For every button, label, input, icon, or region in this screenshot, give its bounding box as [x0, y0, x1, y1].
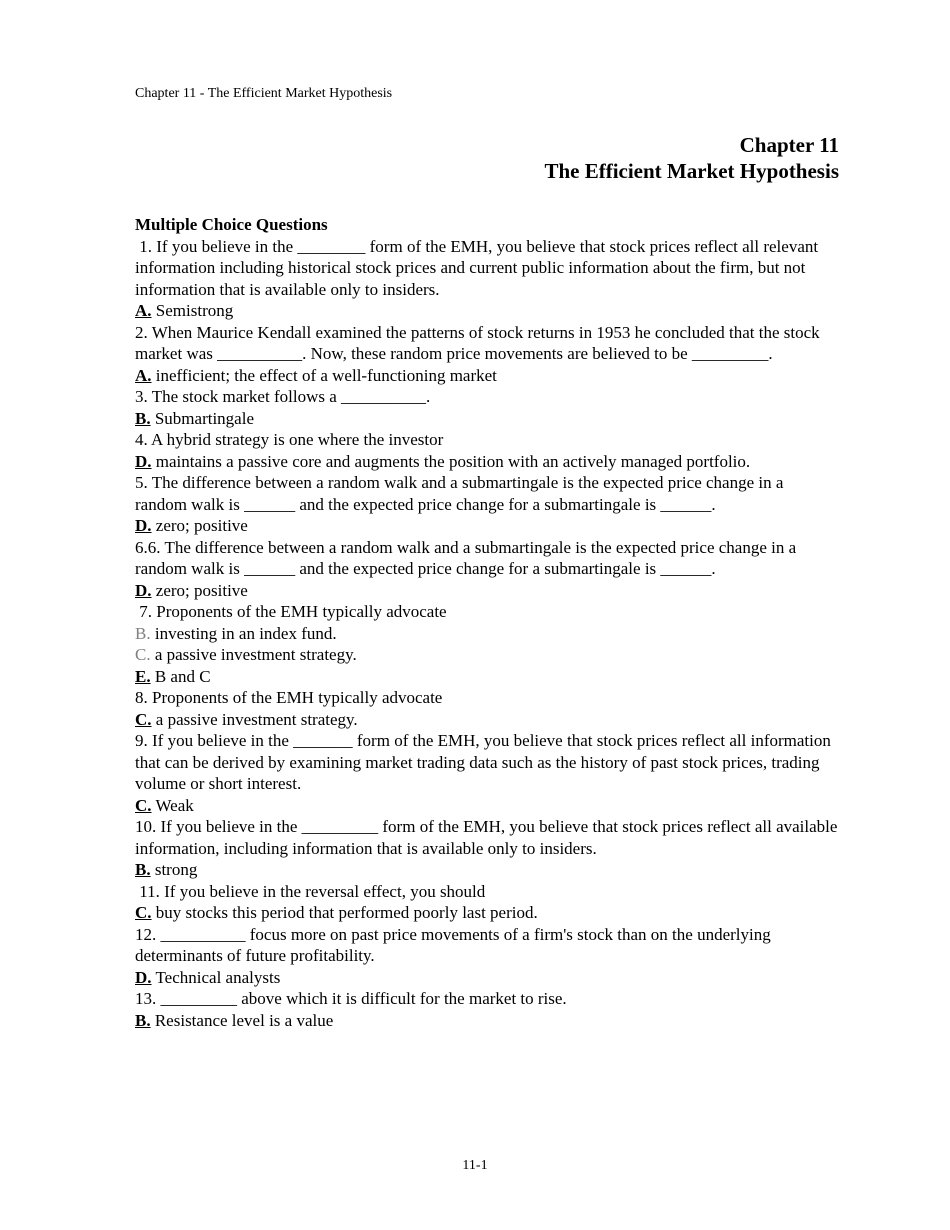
question-text: 10. If you believe in the _________ form of the EMH, you believe that stock prices reflect all available information, including information that is available only to insiders.: [135, 817, 842, 858]
answer-letter: B.: [135, 860, 151, 879]
correct-answer: [135, 709, 839, 731]
question-text: 5. The difference between a random walk and a submartingale is the expected price change in a random walk is ______ and the expected price change for a submartingale is ______.: [135, 473, 788, 514]
answer-letter: B.: [135, 408, 151, 428]
question-text: 1. If you believe in the ________ form of the EMH, you believe that stock prices reflect all relevant information including historical stock prices and current public information about the firm, but not information that is available only to insiders.: [135, 236, 823, 299]
question-text: 11. If you believe in the reversal effect, you should: [135, 881, 486, 901]
running-header: Chapter 11 - The Efficient Market Hypothesis: [135, 86, 393, 101]
answer-letter: C.: [135, 903, 152, 922]
question-text: 12. __________ focus more on past price movements of a firm's stock than on the underlying determinants of future profitability.: [135, 924, 775, 965]
answer-letter: A.: [135, 365, 152, 385]
answer-text: Technical analysts: [151, 967, 281, 987]
answer-text: a passive investment strategy.: [150, 645, 357, 664]
answer-text: strong: [150, 860, 198, 879]
correct-answer: [135, 515, 839, 537]
correct-answer: [135, 666, 839, 688]
question-list: [135, 236, 842, 1032]
answer-text: investing in an index fund.: [150, 623, 337, 643]
answer-letter: D.: [135, 967, 152, 987]
question-text: 4. A hybrid strategy is one where the investor: [135, 430, 444, 449]
correct-answer: [135, 967, 839, 989]
correct-answer: [135, 365, 839, 387]
correct-answer: [135, 1010, 839, 1032]
section-title: Multiple Choice Questions: [135, 215, 328, 234]
questions-section: [135, 214, 842, 1031]
question-text: 6.6. The difference between a random walk and a submartingale is the expected price change in a random walk is ______ and the expected price change for a submartingale is ______.: [135, 537, 801, 578]
answer-text: Submartingale: [150, 408, 254, 428]
question-text: 8. Proponents of the EMH typically advocate: [135, 688, 443, 707]
answer-text: Resistance level is a value: [150, 1010, 334, 1030]
chapter-number: Chapter 11: [739, 133, 839, 157]
answer-letter: C.: [135, 795, 152, 815]
correct-answer: [135, 451, 839, 473]
answer-text: a passive investment strategy.: [151, 709, 358, 729]
answer-text: maintains a passive core and augments the position with an actively managed portfolio.: [151, 451, 751, 471]
question-text: 7. Proponents of the EMH typically advocate: [135, 602, 447, 621]
page-number: 11-1: [462, 1158, 488, 1173]
answer-text: Weak: [151, 795, 194, 815]
answer-option: [135, 644, 839, 666]
chapter-title: The Efficient Market Hypothesis: [544, 159, 839, 183]
correct-answer: [135, 580, 839, 602]
answer-letter: A.: [135, 301, 152, 320]
answer-letter: D.: [135, 580, 152, 600]
answer-letter: D.: [135, 451, 152, 471]
correct-answer: [135, 300, 839, 322]
question-text: 2. When Maurice Kendall examined the patterns of stock returns in 1953 he concluded that the stock market was __________. Now, these random price movements are believed to be _________.: [135, 322, 824, 363]
answer-letter: C.: [135, 645, 151, 664]
answer-letter: B.: [135, 1010, 151, 1030]
answer-text: B and C: [150, 666, 211, 686]
chapter-heading: [135, 132, 839, 184]
correct-answer: [135, 408, 839, 430]
answer-letter: D.: [135, 516, 152, 535]
question-text: 9. If you believe in the _______ form of the EMH, you believe that stock prices reflect all information that can be derived by examining market trading data such as the history of past stock prices, trading volume or short interest.: [135, 731, 836, 793]
answer-text: buy stocks this period that performed poorly last period.: [151, 903, 538, 922]
answer-text: zero; positive: [151, 580, 248, 600]
correct-answer: [135, 859, 839, 881]
answer-letter: E.: [135, 666, 151, 686]
question-text: 13. _________ above which it is difficult for the market to rise.: [135, 989, 567, 1008]
answer-letter: B.: [135, 623, 151, 643]
correct-answer: [135, 795, 839, 817]
question-text: 3. The stock market follows a __________.: [135, 387, 431, 406]
answer-letter: C.: [135, 709, 152, 729]
answer-text: zero; positive: [151, 516, 248, 535]
correct-answer: [135, 902, 839, 924]
answer-text: inefficient; the effect of a well-functioning market: [151, 365, 497, 385]
answer-option: [135, 623, 839, 645]
answer-text: Semistrong: [151, 301, 234, 320]
